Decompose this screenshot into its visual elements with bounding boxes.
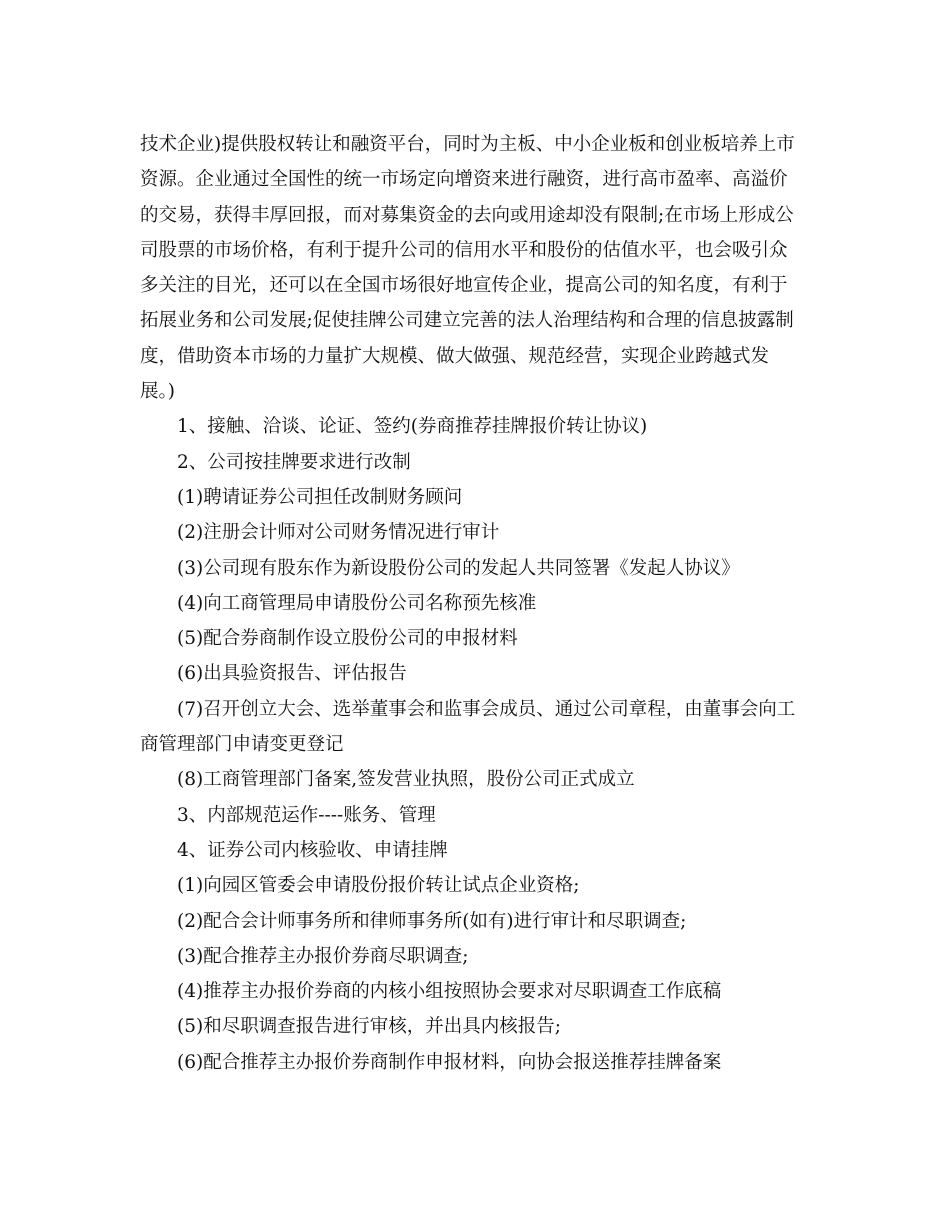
list-item: (4)向工商管理局申请股份公司名称预先核准 — [177, 592, 537, 614]
list-item: (3)配合推荐主办报价券商尽职调查; — [177, 945, 469, 967]
paragraph-line: 度，借助资本市场的力量扩大规模、做大做强、规范经营，实现企业跨越式发 — [140, 345, 770, 367]
list-item-continuation: 商管理部门申请变更登记 — [140, 734, 344, 756]
list-item: (6)出具验资报告、评估报告 — [177, 663, 407, 685]
list-item: (2)配合会计师事务所和律师事务所(如有)进行审计和尽职调查; — [177, 910, 687, 932]
list-item: (5)和尽职调查报告进行审核，并出具内核报告; — [177, 1016, 561, 1038]
paragraph-line: 司股票的市场价格，有利于提升公司的信用水平和股份的估值水平，也会吸引众 — [140, 239, 788, 261]
list-item: (5)配合券商制作设立股份公司的申报材料 — [177, 628, 518, 650]
paragraph-line: 资源。企业通过全国性的统一市场定向增资来进行融资，进行高市盈率、高溢价 — [140, 169, 788, 191]
paragraph-line: 展。) — [140, 381, 175, 403]
paragraph-line: 多关注的目光，还可以在全国市场很好地宣传企业，提高公司的知名度，有利于 — [140, 275, 788, 297]
step4-list — [140, 868, 810, 1080]
list-item: (8)工商管理部门备案,签发营业执照，股份公司正式成立 — [177, 769, 635, 791]
step-heading: 2、公司按挂牌要求进行改制 — [177, 451, 411, 473]
list-item: (1)向园区管委会申请股份报价转让试点企业资格; — [177, 875, 580, 897]
list-item: (1)聘请证券公司担任改制财务顾问 — [177, 486, 463, 508]
paragraph-line: 的交易，获得丰厚回报，而对募集资金的去向或用途却没有限制;在市场上形成公 — [140, 204, 794, 226]
step2-list — [140, 480, 810, 798]
step-heading: 4、证券公司内核验收、申请挂牌 — [177, 839, 448, 861]
step-heading: 3、内部规范运作----账务、管理 — [177, 804, 436, 826]
list-item: (7)召开创立大会、选举董事会和监事会成员、通过公司章程，由董事会向工 — [177, 698, 796, 720]
step-heading: 1、接触、洽谈、论证、签约(券商推荐挂牌报价转让协议) — [177, 416, 648, 438]
list-item: (4)推荐主办报价券商的内核小组按照协会要求对尽职调查工作底稿 — [177, 981, 722, 1003]
paragraph-line: 技术企业)提供股权转让和融资平台，同时为主板、中小企业板和创业板培养上市 — [140, 134, 795, 155]
list-item: (6)配合推荐主办报价券商制作申报材料，向协会报送推荐挂牌备案 — [177, 1051, 722, 1073]
paragraph-line: 拓展业务和公司发展;促使挂牌公司建立完善的法人治理结构和合理的信息披露制 — [140, 310, 794, 332]
document-body — [140, 127, 810, 1080]
intro-paragraph — [140, 127, 810, 409]
list-item: (2)注册会计师对公司财务情况进行审计 — [177, 522, 500, 544]
list-item: (3)公司现有股东作为新设股份公司的发起人共同签署《发起人协议》 — [177, 557, 740, 579]
